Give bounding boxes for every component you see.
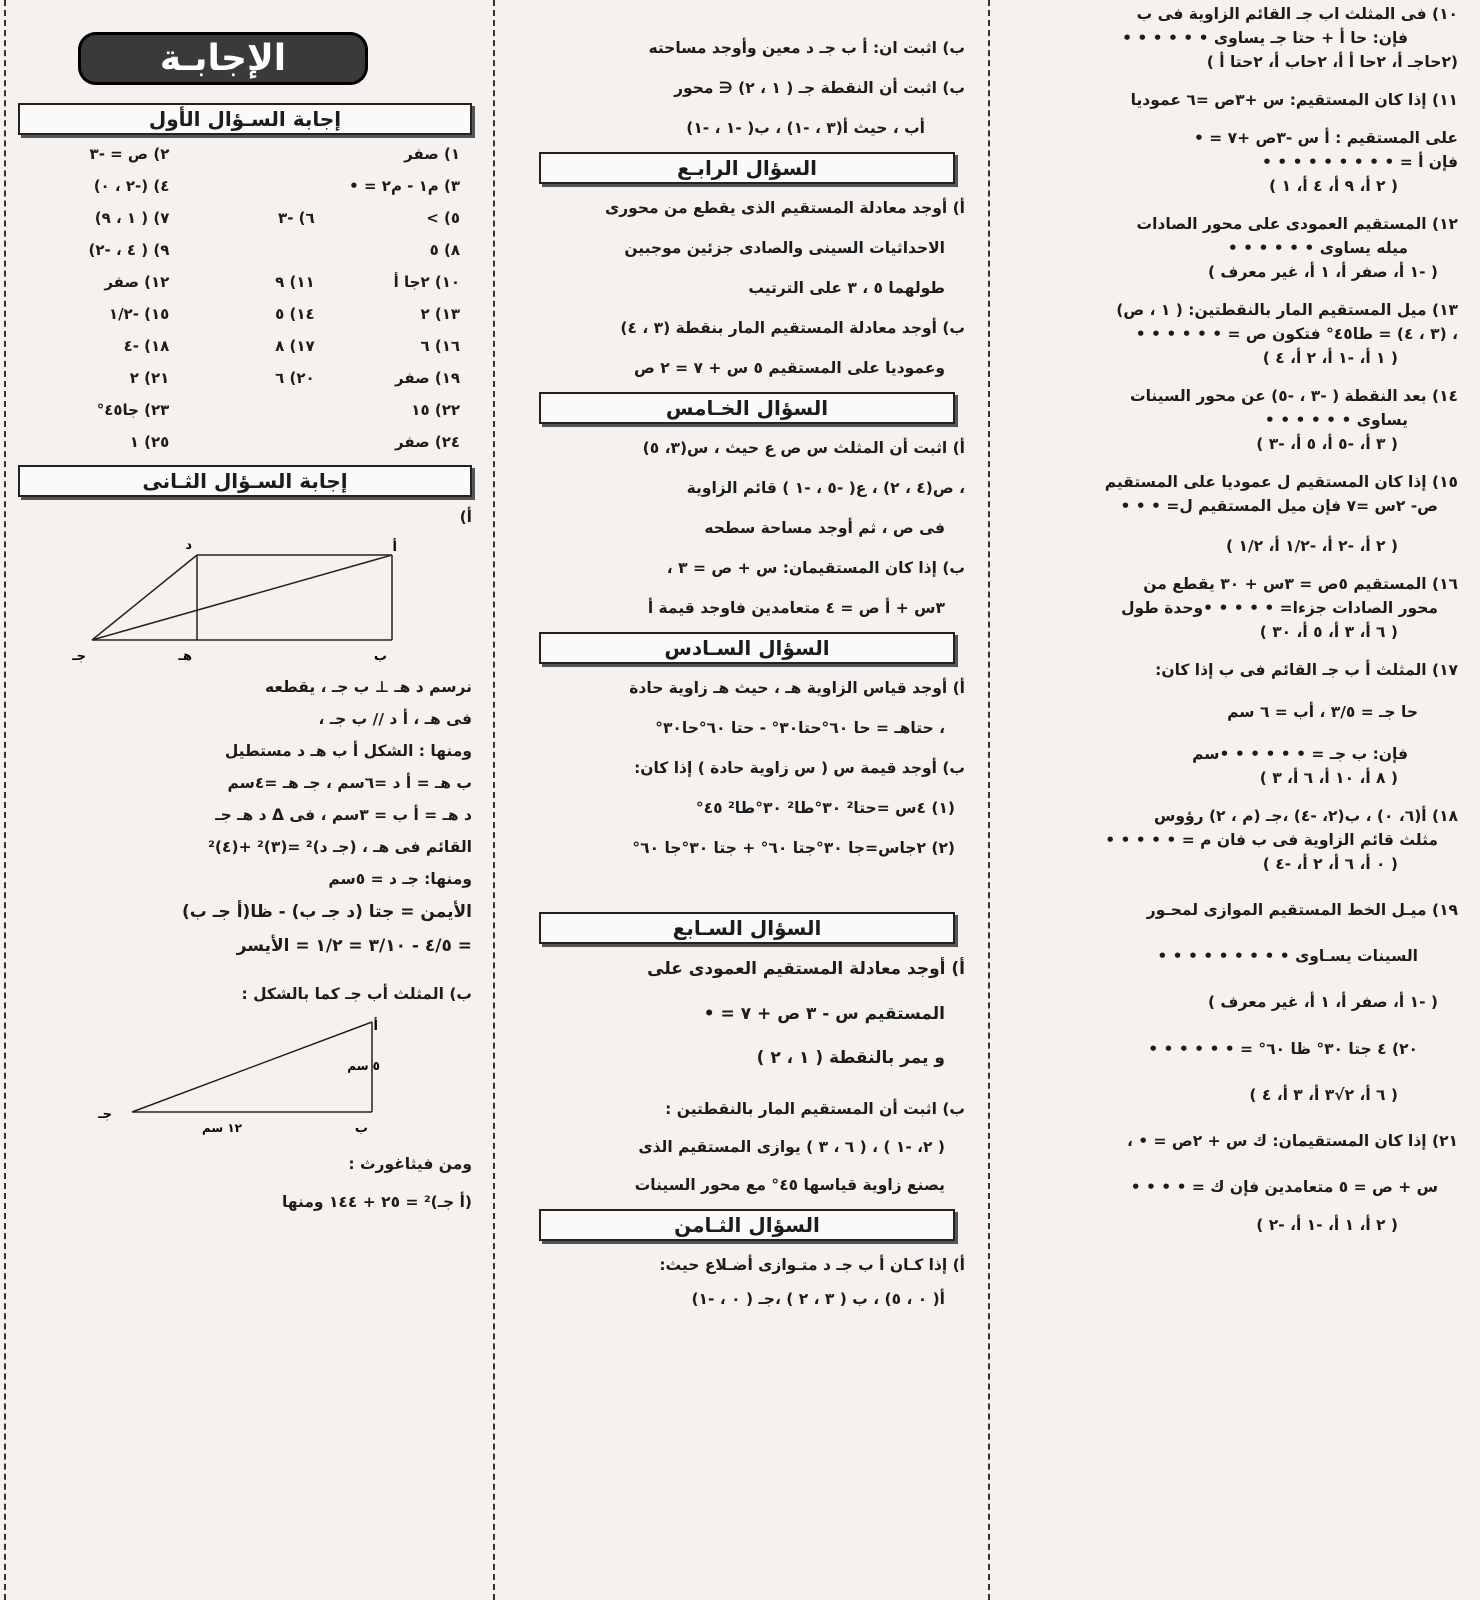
question-18	[1002, 804, 1458, 876]
solution-text: ومنها: جـ د = ٥سم	[328, 870, 472, 889]
trapezoid-figure	[28, 535, 462, 669]
question-text: مثلث قائم الزاوية فى ب فان م = • • • • •	[1105, 831, 1438, 850]
answer-item: ١٢) صفر	[104, 273, 170, 291]
vertex-label: جـ	[72, 649, 86, 665]
answer-item: ١) صفر	[404, 145, 460, 163]
answer-item: ١٣) ٢	[420, 305, 460, 323]
question-text: ١٩) ميـل الخط المستقيم الموازى لمحـور	[1146, 901, 1458, 920]
answer-item: ٣) م١ - م٢ = •	[349, 177, 460, 195]
question-text: ، ص(٤ ، ٢) ، ع( -٥ ، -١ ) قائم الزاوية	[686, 479, 965, 498]
question-19	[1002, 898, 1458, 1014]
part-b-text: ب) المثلث أب جـ كما بالشكل :	[241, 984, 472, 1003]
question-text: ١٤) بعد النقطة ( -٣ ، -٥) عن محور السينات	[1130, 387, 1458, 406]
question-text: طولهما ٥ ، ٣ على الترتيب	[748, 279, 945, 298]
answer-item	[169, 177, 314, 195]
question-text: و يمر بالنقطة ( ١ ، ٢ )	[756, 1047, 945, 1068]
question-text: ١٥) إذا كان المستقيم ل عموديا على المستقيم	[1104, 473, 1458, 492]
right-triangle-diagram	[42, 1012, 462, 1142]
vertex-label: د	[185, 538, 192, 554]
answers-grid	[24, 145, 460, 451]
question-text: حا جـ = ٣/٥ ، أب = ٦ سم	[1227, 703, 1418, 722]
question-text: ، حتاهـ = حا ٦٠°حتا٣٠° - حتا ٦٠°حا٣٠°	[655, 719, 945, 738]
question-text: الاحداثيات السينى والصادى جزئين موجبين	[624, 239, 945, 258]
answer-item: ٢٢) ١٥	[411, 401, 460, 419]
answer-item: ٢٠) ٦	[275, 369, 315, 387]
answer-item: ١٨) -٤	[123, 337, 170, 355]
section-title-q6: السؤال السـادس	[539, 632, 955, 664]
solution-text: القائم فى هـ ، (جـ د)² =(٣)² +(٤)²	[208, 838, 472, 857]
question-text: فإن: ب جـ = • • • • • •سم	[1192, 745, 1408, 764]
answer-item: ٢٣) جا٤٥°	[96, 401, 170, 419]
question-text: ١٦) المستقيم ٥ص = ٣س + ٣٠ يقطع من	[1143, 575, 1458, 594]
section-title-answer-2: إجابة السـؤال الثـانى	[18, 465, 472, 497]
question-text: السينات يسـاوى • • • • • • • • •	[1157, 947, 1418, 966]
question-text: ب) إذا كان المستقيمان: س + ص = ٣ ،	[666, 559, 965, 578]
question-text: يساوى • • • • • •	[1264, 411, 1408, 430]
question-text: ١٢) المستقيم العمودى على محور الصادات	[1136, 215, 1458, 234]
section-title-q7: السؤال السـابع	[539, 912, 955, 944]
question-text: المستقيم س - ٣ ص + ٧ = •	[703, 1003, 945, 1024]
options: ( ٢ أ، -٢ أ، -١/٢ أ، ١/٢ )	[1226, 537, 1398, 556]
options: ( ٦ أ، ٣ أ، ٥ أ، ٣٠ )	[1259, 623, 1398, 642]
solution-text: فى هـ ، أ د // ب جـ ،	[318, 710, 472, 729]
question-text: ٣س + أ ص = ٤ متعامدين فاوجد قيمة أ	[647, 599, 945, 618]
section-title-q8: السؤال الثـامن	[539, 1209, 955, 1241]
answer-item: ٧) ( ١ ، ٩)	[94, 209, 170, 227]
answer-item	[169, 433, 314, 451]
question-text: يصنع زاوية قياسها ٤٥° مع محور السينات	[634, 1176, 945, 1195]
question-10	[1002, 2, 1458, 74]
right-column	[990, 0, 1480, 1600]
question-text: ب) أوجد قيمة س ( س زاوية حادة ) إذا كان:	[634, 759, 965, 778]
answer-item	[169, 401, 314, 419]
question-text: ١٣) ميل المستقيم المار بالنقطتين: ( ١ ، ص)	[1116, 301, 1458, 320]
side-length-label: ٥ سم	[347, 1058, 380, 1073]
answer-item: ٩) ( ٤ ، -٢)	[88, 241, 170, 259]
vertex-label: ب	[373, 649, 387, 665]
question-17	[1002, 658, 1458, 790]
question-16	[1002, 572, 1458, 644]
question-text: أب ، حيث أ(٣ ، -١) ، ب( -١ ، -١)	[686, 119, 925, 138]
question-text: ٢٠) ٤ جتا ٣٠° ظا ٦٠° = • • • • • •	[1148, 1039, 1418, 1058]
question-text: فإن أ = • • • • • • • • •	[1261, 153, 1458, 172]
section-title-q5: السؤال الخـامس	[539, 392, 955, 424]
question-15	[1002, 470, 1458, 558]
answer-item: ١٤) ٥	[275, 305, 315, 323]
question-20	[1002, 1037, 1458, 1107]
trapezoid-diagram	[42, 535, 462, 665]
answer-item: ١٧) ٨	[275, 337, 315, 355]
question-text: ميله يساوى • • • • • •	[1227, 239, 1408, 258]
answer-item: ٢٥) ١	[129, 433, 170, 451]
question-11	[1002, 88, 1458, 198]
answer-item: ٨) ٥	[429, 241, 460, 259]
answer-item: ١٠) ٢جا أ	[393, 273, 460, 291]
answer-item: ٢١) ٢	[129, 369, 170, 387]
vertex-label: ب	[354, 1120, 368, 1136]
solution-text: (أ جـ)² = ٢٥ + ١٤٤ ومنها	[281, 1192, 472, 1211]
question-text: على المستقيم : أ س -٣ص +٧ = •	[1193, 129, 1458, 148]
question-21	[1002, 1129, 1458, 1237]
answer-item	[169, 145, 314, 163]
question-text: ١٨) أ(٦، ٠) ، ب(٢، -٤) ،جـ (م ، ٢) رؤوس	[1153, 807, 1458, 826]
options: ( ٢ أ، ١ أ، -١ أ، -٢ )	[1256, 1215, 1398, 1234]
question-text: ١٧) المثلث أ ب جـ القائم فى ب إذا كان:	[1155, 661, 1458, 680]
answer-item: ٦) -٣	[278, 209, 315, 227]
answer-item: ٥) >	[426, 209, 460, 227]
question-text: فإن: حا أ + حتا جـ يساوى • • • • • •	[1122, 29, 1408, 48]
question-text: ب) اثبت أن المستقيم المار بالنقطتين :	[665, 1100, 965, 1119]
question-text: أ) أوجد معادلة المستقيم الذى يقطع من محورى	[605, 199, 965, 218]
vertex-label: أ	[373, 1018, 378, 1034]
question-13	[1002, 298, 1458, 370]
options: (٢حاجـ أ، ٢حا أ أ، ٢حاب أ، ٢حتا أ )	[1206, 53, 1458, 72]
question-text: أ( ٠ ، ٥) ، ب ( ٣ ، ٢ ) ،جـ ( ٠ ، -١)	[691, 1290, 945, 1309]
vertex-label: هـ	[178, 649, 192, 665]
question-text: وعموديا على المستقيم ٥ س + ٧ = ٢ ص	[634, 359, 945, 378]
question-text: ١٠) فى المثلث اب جـ القائم الزاوية فى ب	[1136, 5, 1458, 23]
answer-item: ١١) ٩	[275, 273, 315, 291]
options: ( -١ أ، صفر أ، ١ أ، غير معرف )	[1207, 993, 1438, 1012]
answers-badge: الإجابـة	[78, 32, 368, 85]
question-text: أ) أوجد قياس الزاوية هـ ، حيث هـ زاوية حادة	[629, 679, 965, 698]
question-text: محور الصادات جزءا= • • • • •وحدة طول	[1121, 599, 1438, 618]
solution-text: د هـ = أ ب = ٣سم ، فى Δ د هـ جـ	[215, 806, 472, 825]
options: ( ٠ أ، ٦ أ، ٢ أ، -٤ )	[1262, 855, 1398, 874]
question-text: أ) اثبت أن المثلث س ص ع حيث ، س(٣، ٥)	[642, 439, 965, 458]
options: ( ٢ أ، ٩ أ، ٤ أ، ١ )	[1269, 177, 1398, 196]
section-title-answer-1: إجابة السـؤال الأول	[18, 103, 472, 135]
question-text: ب) أوجد معادلة المستقيم المار بنقطة (٣ ، ٤)	[620, 319, 965, 338]
part-label: أ)	[459, 508, 472, 526]
question-text: ب) اثبت أن النقطة جـ ( ١ ، ٢) ∈ محور	[674, 79, 965, 98]
question-text: ب) اثبت ان: أ ب جـ د معين وأوجد مساحته	[648, 39, 965, 57]
question-text: أ) إذا كـان أ ب جـ د متـوازى أضـلاع حيث:	[659, 1256, 965, 1275]
answer-item: ٢) ص = -٣	[89, 145, 170, 163]
question-text: ( ٢، -١ ) ، ( ٦ ، ٣ ) يوازى المستقيم الذى	[638, 1138, 945, 1157]
answer-item: ١٦) ٦	[420, 337, 460, 355]
options: ( ٣ أ، -٥ أ، ٥ أ، -٣ )	[1256, 435, 1398, 454]
solution-text: ومن فيثاغورث :	[348, 1154, 472, 1173]
options: ( ٨ أ، ١٠ أ، ٦ أ، ٣ )	[1259, 769, 1398, 788]
solution-text: ب هـ = أ د =٦سم ، جـ هـ =٤سم	[227, 774, 472, 793]
question-text: ١١) إذا كان المستقيم: س +٣ص =٦ عموديا	[1130, 91, 1458, 110]
question-12	[1002, 212, 1458, 284]
middle-column	[505, 0, 985, 1600]
question-text: ٢١) إذا كان المستقيمان: ك س + ٢ص = • ،	[1126, 1131, 1458, 1150]
solution-text: ومنها : الشكل أ ب هـ د مستطيل	[224, 742, 472, 761]
base-length-label: ١٢ سم	[201, 1120, 242, 1135]
column-divider	[493, 0, 495, 1600]
solution-text: الأيمن = جتا (د جـ ب) - ظا(أ جـ ب)	[181, 902, 472, 923]
options: ( -١ أ، صفر أ، ١ أ، غير معرف )	[1207, 263, 1438, 282]
triangle-figure	[28, 1012, 462, 1146]
answer-item: ٤) (-٢ ، ٠)	[93, 177, 170, 195]
question-14	[1002, 384, 1458, 456]
answer-item	[169, 241, 314, 259]
vertex-label: أ	[392, 540, 397, 556]
question-text: ص- ٢س =٧ فإن ميل المستقيم ل= • • •	[1120, 497, 1438, 516]
answer-item: ٢٤) صفر	[394, 433, 460, 451]
options: ( ١ أ، -١ أ، ٢ أ، ٤ )	[1262, 349, 1398, 368]
question-text: فى ص ، ثم أوجد مساحة سطحه	[704, 519, 945, 538]
question-text: س + ص = ٥ متعامدين فإن ك = • • • •	[1130, 1177, 1438, 1196]
answer-item: ١٥) -١/٢	[108, 305, 170, 323]
vertex-label: جـ	[98, 1106, 112, 1122]
solution-text: نرسم د هـ ⊥ ب جـ ، يقطعه	[265, 678, 472, 697]
solution-text: = ٤/٥ - ٣/١٠ = ١/٢ = الأيسر	[236, 936, 472, 957]
section-title-q4: السؤال الرابـع	[539, 152, 955, 184]
left-column	[0, 0, 490, 1600]
options: ( ٦ أ، ٢√٣ أ، ٣ أ، ٤ )	[1249, 1085, 1398, 1104]
answer-item: ١٩) صفر	[394, 369, 460, 387]
question-text: (١) ٤س =حتا² ٣٠°طا² ٣٠°طا² ٤٥°	[695, 799, 955, 818]
question-text: (٢) ٢جاس=جا ٣٠°جتا ٦٠° + جتا ٣٠°جا ٦٠°	[632, 839, 955, 858]
question-text: أ) أوجد معادلة المستقيم العمودى على	[647, 959, 965, 980]
question-text: ، (٣ ، ٤) = طا٤٥° فتكون ص = • • • • • •	[1135, 325, 1458, 344]
